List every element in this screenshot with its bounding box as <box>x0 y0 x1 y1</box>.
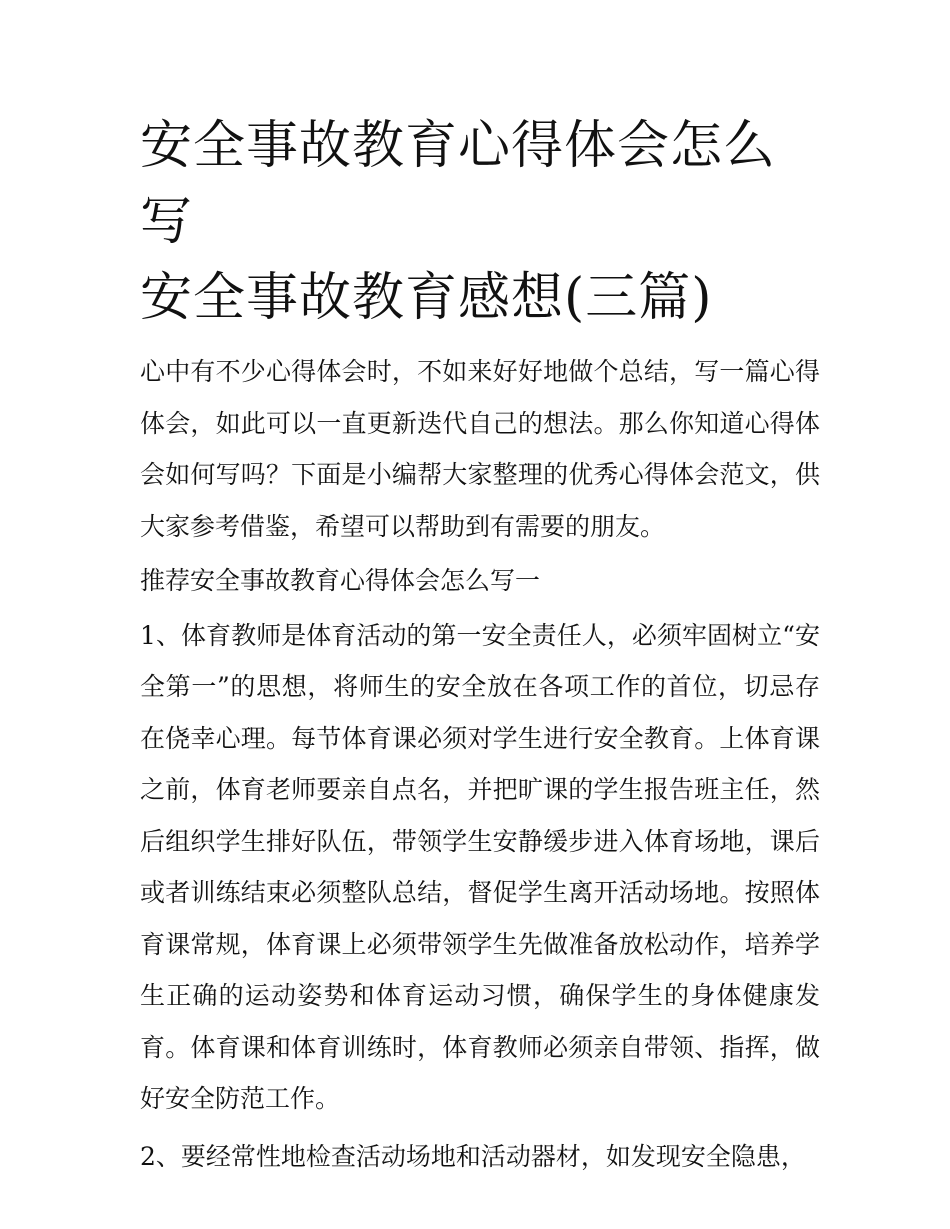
title-line-2: 安全事故教育感想(三篇) <box>140 268 713 328</box>
section-heading: 推荐安全事故教育心得体会怎么写一 <box>140 566 541 595</box>
document-page <box>140 108 820 1182</box>
paragraph-1: 1、体育教师是体育活动的第一安全责任人，必须牢固树立“安全第一”的思想，将师生的安全放在各项工作的首位，切忌存在侥幸心理。每节体育课必须对学生进行安全教育。上体育课之前，体育老师要亲自点名，并把旷课的学生报告班主任，然后组织学生排好队伍，带领学生安静缓步进入体育场地，课后或者训练结束必须整队总结，督促学生离开活动场地。按照体育课常规，体育课上必须带领学生先做准备放松动作，培养学生正确的运动姿势和体育运动习惯，确保学生的身体健康发育。体育课和体育训练时，体育教师必须亲自带领、指挥，做好安全防范工作。 <box>140 620 820 1113</box>
title-line-1: 安全事故教育心得体会怎么写 <box>140 116 777 252</box>
intro-paragraph: 心中有不少心得体会时，不如来好好地做个总结，写一篇心得体会，如此可以一直更新迭代自己的想法。那么你知道心得体会如何写吗？下面是小编帮大家整理的优秀心得体会范文，供大家参考借鉴，希望可以帮助到有需要的朋友。 <box>140 357 820 541</box>
document-title <box>140 108 820 336</box>
paragraph-2: 2、要经常性地检查活动场地和活动器材，如发现安全隐患， <box>140 1141 806 1171</box>
